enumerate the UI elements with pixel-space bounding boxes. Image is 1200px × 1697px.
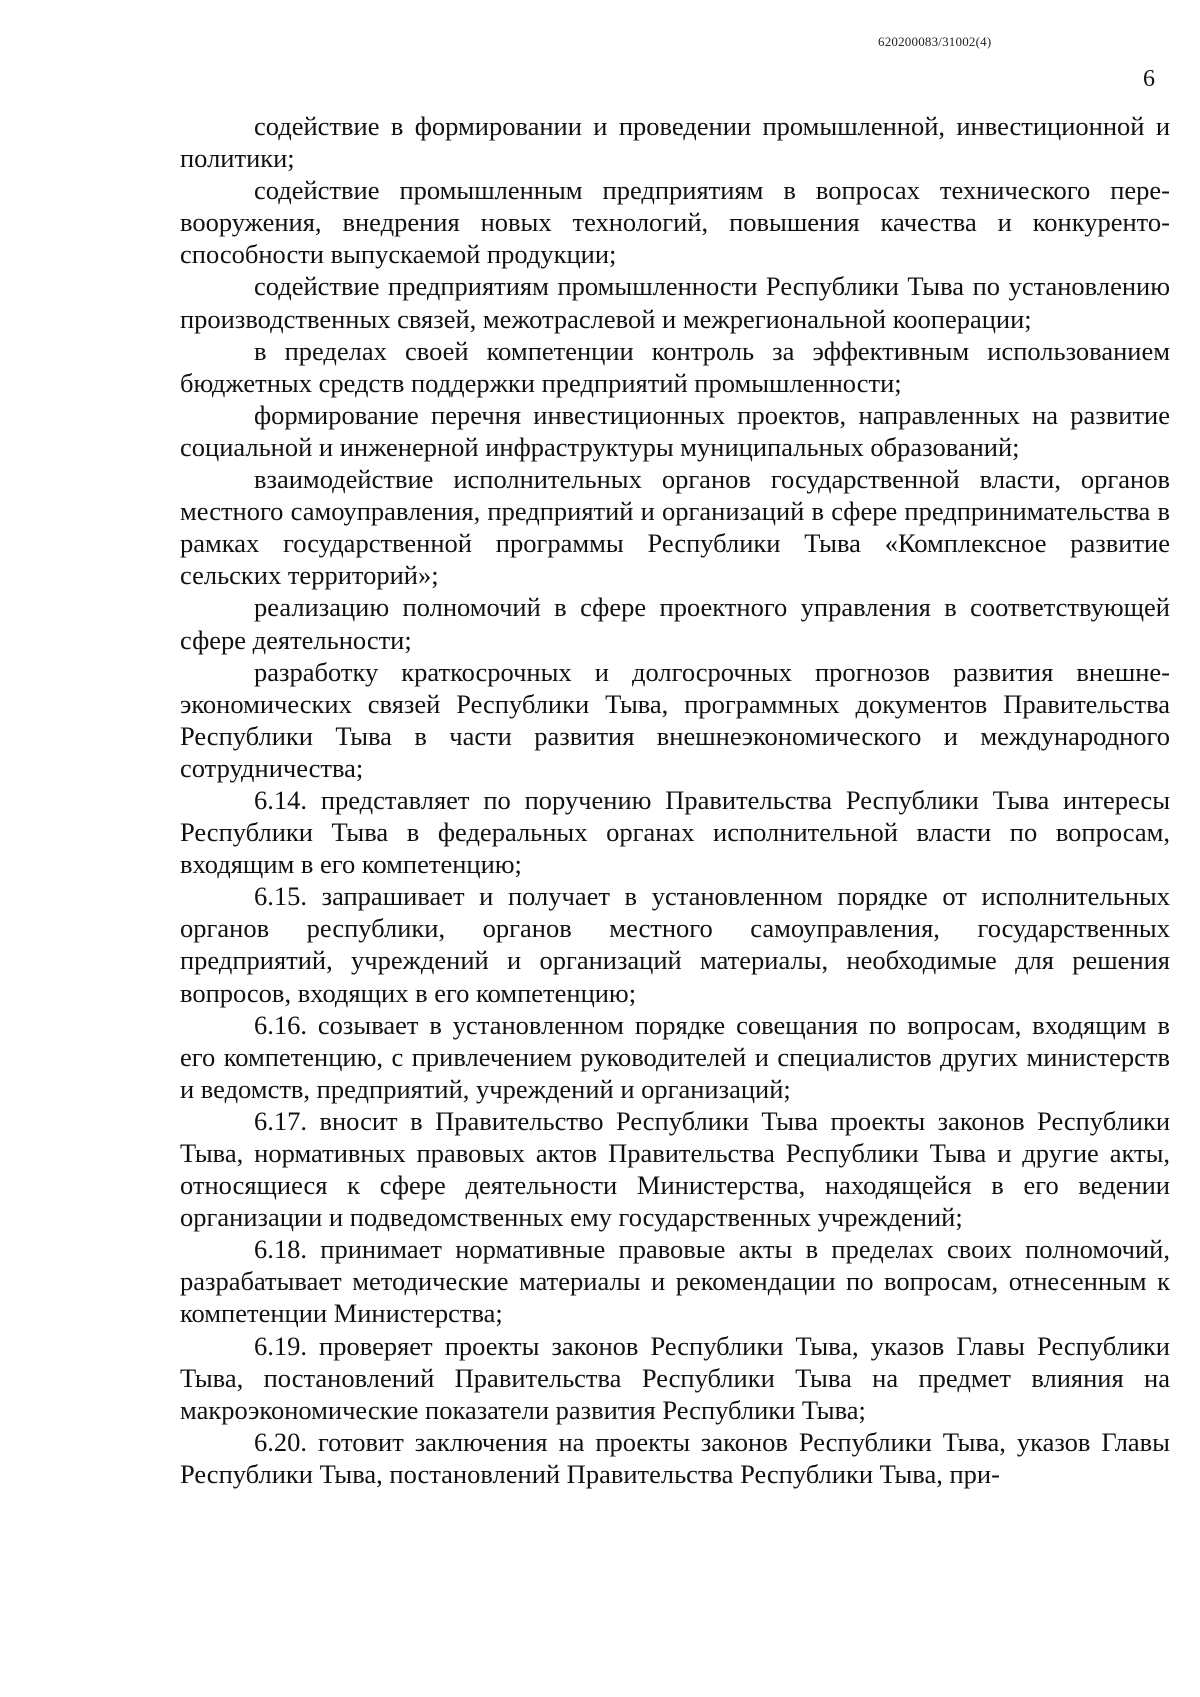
paragraph: 6.19. проверяет проекты законов Республики Тыва, указов Главы Республики Тыва, постановлений Правительства Республики Тыва на предмет влияния на макроэкономические показатели развития Республики Тыва; (180, 1330, 1170, 1425)
paragraph: 6.14. представляет по поручению Правительства Республики Тыва интересы Республики Тыва в федеральных органах исполнительной власти по вопросам, входящим в его компетенцию; (180, 784, 1170, 880)
paragraph: в пределах своей компетенции контроль за эффективным использованием бюджетных средств поддержки предприятий промышленности; (180, 335, 1170, 398)
paragraph: 6.20. готовит заключения на проекты законов Республики Тыва, указов Главы Республики Тыва, постановлений Правительства Республики Тыва, при- (180, 1426, 1170, 1489)
paragraph: 6.17. вносит в Правительство Республики Тыва проекты законов Республики Тыва, нормативных правовых актов Правительства Республики Тыва и другие акты, относящиеся к сфере деятельности Министерства, находящейся в его ведении организации и подведомственных ему государственных учреждений; (180, 1105, 1170, 1233)
paragraph: разработку краткосрочных и долгосрочных прогнозов развития внешнеэкономических связей Республики Тыва, программных документов Правительства Республики Тыва в части развития внешнеэкономического и международного сотрудничества; (180, 656, 1170, 783)
paragraph: формирование перечня инвестиционных проектов, направленных на развитие социальной и инженерной инфраструктуры муниципальных образований; (180, 399, 1170, 462)
document-body (180, 110, 1170, 1490)
paragraph: взаимодействие исполнительных органов государственной власти, органов местного самоуправления, предприятий и организаций в сфере предпринимательства в рамках государственной программы Республики Тыва «Комплексное развитие сельских территорий»; (180, 464, 1170, 591)
paragraph: 6.18. принимает нормативные правовые акты в пределах своих полномочий, разрабатывает методические материалы и рекомендации по вопросам, отнесенным к компетенции Министерства; (180, 1234, 1170, 1329)
paragraph: реализацию полномочий в сфере проектного управления в соответствующей сфере деятельности; (180, 592, 1170, 655)
paragraph: 6.16. созывает в установленном порядке совещания по вопросам, входящим в его компетенцию, с привлечением руководителей и специалистов других министерств и ведомств, предприятий, учреждений и организаций; (180, 1009, 1170, 1104)
document-code: 620200083/31002(4) (878, 34, 992, 49)
paragraph: содействие предприятиям промышленности Республики Тыва по установлению производственных связей, межотраслевой и межрегиональной кооперации; (180, 271, 1170, 334)
paragraph: содействие промышленным предприятиям в вопросах технического перевооружения, внедрения новых технологий, повышения качества и конкурентоспособности выпускаемой продукции; (180, 175, 1170, 270)
page-number: 6 (1143, 66, 1155, 92)
paragraph: содействие в формировании и проведении промышленной, инвестиционной и политики; (180, 111, 1170, 174)
paragraph: 6.15. запрашивает и получает в установленном порядке от исполнительных органов республики, органов местного самоуправления, государственных предприятий, учреждений и организаций материалы, необходимые для решения вопросов, входящих в его компетенцию; (180, 881, 1170, 1008)
